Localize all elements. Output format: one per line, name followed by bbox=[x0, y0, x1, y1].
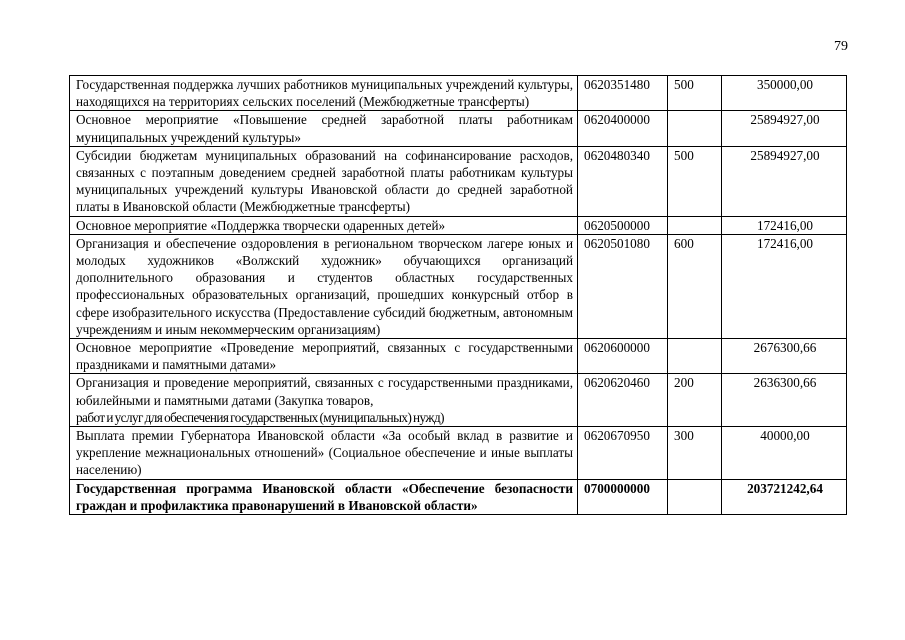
row-name-text: Организация и проведение мероприятий, связанных с государственными праздниками, юбилейными и памятными датами (Закупка товаров, bbox=[76, 375, 573, 408]
row-expense-type: 200 bbox=[668, 374, 722, 427]
table-row bbox=[70, 339, 847, 374]
row-code: 0700000000 bbox=[578, 479, 668, 514]
table-row bbox=[70, 374, 847, 427]
row-sum: 40000,00 bbox=[722, 427, 847, 480]
row-name-tail: работ и услуг для обеспечения государственных (муниципальных) нужд) bbox=[76, 409, 444, 425]
row-expense-type bbox=[668, 479, 722, 514]
row-sum: 172416,00 bbox=[722, 216, 847, 234]
row-code: 0620400000 bbox=[578, 111, 668, 146]
row-sum: 25894927,00 bbox=[722, 111, 847, 146]
row-expense-type bbox=[668, 216, 722, 234]
row-code: 0620501080 bbox=[578, 234, 668, 338]
row-sum: 2636300,66 bbox=[722, 374, 847, 427]
row-name: Основное мероприятие «Поддержка творчески одаренных детей» bbox=[70, 216, 578, 234]
row-expense-type: 300 bbox=[668, 427, 722, 480]
budget-table bbox=[69, 75, 847, 515]
table-row-program bbox=[70, 479, 847, 514]
table-row bbox=[70, 76, 847, 111]
row-name: Государственная программа Ивановской области «Обеспечение безопасности граждан и профилактика правонарушений в Ивановской области» bbox=[70, 479, 578, 514]
row-sum: 25894927,00 bbox=[722, 146, 847, 216]
table-row bbox=[70, 234, 847, 338]
row-name: Основное мероприятие «Повышение средней заработной платы работникам муниципальных учреждений культуры» bbox=[70, 111, 578, 146]
row-code: 0620480340 bbox=[578, 146, 668, 216]
row-name bbox=[70, 374, 578, 427]
row-sum: 2676300,66 bbox=[722, 339, 847, 374]
row-code: 0620600000 bbox=[578, 339, 668, 374]
row-code: 0620500000 bbox=[578, 216, 668, 234]
row-name: Выплата премии Губернатора Ивановской области «За особый вклад в развитие и укрепление межнациональных отношений» (Социальное обеспечение и иные выплаты населению) bbox=[70, 427, 578, 480]
row-name: Государственная поддержка лучших работников муниципальных учреждений культуры, находящихся на территориях сельских поселений (Межбюджетные трансферты) bbox=[70, 76, 578, 111]
row-name: Организация и обеспечение оздоровления в региональном творческом лагере юных и молодых художников «Волжский художник» обучающихся организаций дополнительного образования и студентов областных государственных профессиональных образовательных организаций, прошедших конкурсный отбор в сфере изобразительного искусства (Предоставление субсидий бюджетным, автономным учреждениям и иным некоммерческим организациям) bbox=[70, 234, 578, 338]
row-sum: 203721242,64 bbox=[722, 479, 847, 514]
row-name: Субсидии бюджетам муниципальных образований на софинансирование расходов, связанных с поэтапным доведением средней заработной платы работникам культуры муниципальных учреждений культуры Ивановской области до средней заработной платы в Ивановской области (Межбюджетные трансферты) bbox=[70, 146, 578, 216]
row-sum: 172416,00 bbox=[722, 234, 847, 338]
row-expense-type: 500 bbox=[668, 146, 722, 216]
row-sum: 350000,00 bbox=[722, 76, 847, 111]
table-row bbox=[70, 216, 847, 234]
row-name: Основное мероприятие «Проведение мероприятий, связанных с государственными праздниками и памятными датами» bbox=[70, 339, 578, 374]
row-expense-type: 600 bbox=[668, 234, 722, 338]
row-code: 0620351480 bbox=[578, 76, 668, 111]
row-expense-type bbox=[668, 111, 722, 146]
row-expense-type: 500 bbox=[668, 76, 722, 111]
page-number: 79 bbox=[834, 39, 848, 54]
table-row bbox=[70, 146, 847, 216]
table-row bbox=[70, 427, 847, 480]
row-expense-type bbox=[668, 339, 722, 374]
row-code: 0620670950 bbox=[578, 427, 668, 480]
table-row bbox=[70, 111, 847, 146]
row-code: 0620620460 bbox=[578, 374, 668, 427]
